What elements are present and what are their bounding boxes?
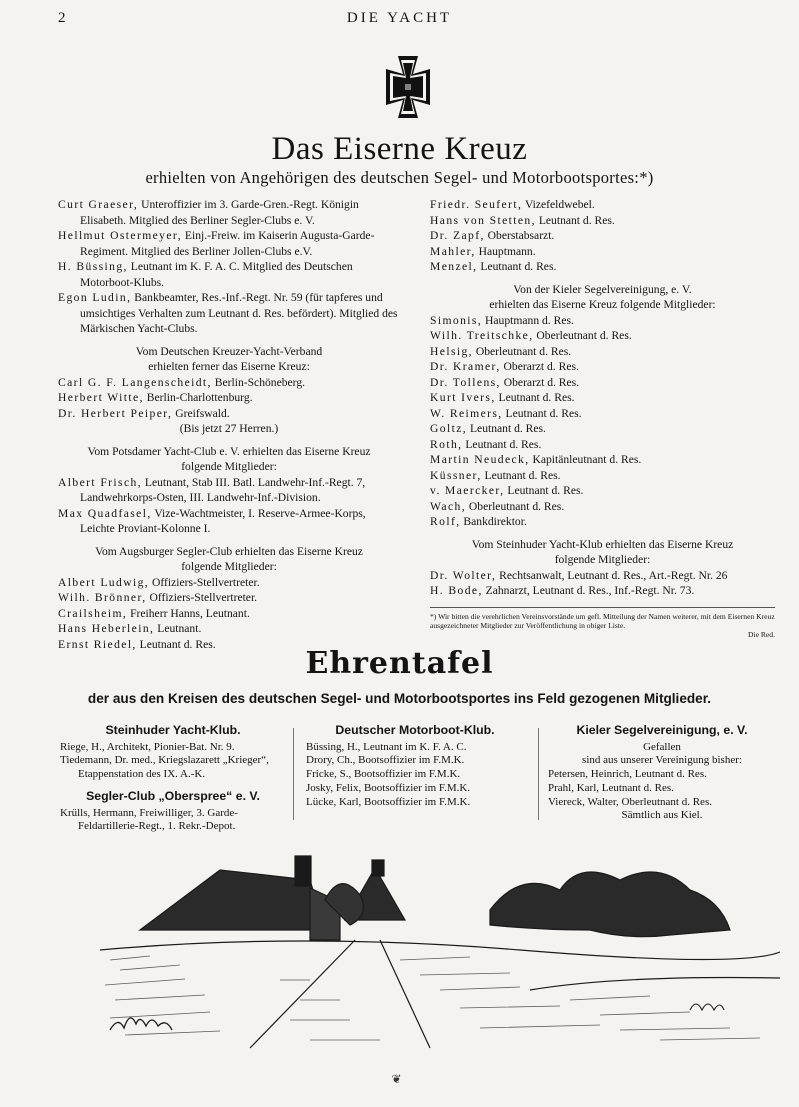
list-item: Martin Neudeck, Kapitänleutnant d. Res.: [430, 453, 642, 466]
list-item: Fricke, S., Bootsoffizier im F.M.K.: [306, 768, 461, 781]
section-intro: Vom Potsdamer Yacht-Club e. V. erhielten das Eiserne Kreuz: [87, 444, 371, 458]
list-item: Albert Frisch, Leutnant, Stab III. Batl. Landwehr-Inf.-Regt. 7, Landwehrkorps-Osten, III. Landwehr-Inf.-Division.: [58, 475, 366, 504]
ornament-divider: ❦: [391, 1072, 408, 1086]
list-item: Menzel, Leutnant d. Res.: [430, 260, 557, 273]
list-item: Ernst Riedel, Leutnant d. Res.: [58, 637, 216, 651]
count-note: (Bis jetzt 27 Herren.): [179, 422, 279, 435]
list-item: Dr. Kramer, Oberarzt d. Res.: [430, 360, 579, 373]
list-item: Josky, Felix, Bootsoffizier im F.M.K.: [306, 781, 471, 794]
section-intro: erhielten das Eiserne Kreuz folgende Mitglieder:: [489, 298, 716, 311]
landscape-illustration: [100, 840, 780, 1050]
list-item: Wach, Oberleutnant d. Res.: [430, 499, 565, 513]
section-intro: folgende Mitglieder:: [181, 460, 277, 473]
list-item: Wilh. Treitschke, Oberleutnant d. Res.: [430, 329, 632, 342]
column-divider: [293, 728, 294, 820]
club-heading: Kieler Segelvereinigung, e. V.: [576, 723, 748, 737]
list-item: Petersen, Heinrich, Leutnant d. Res.: [548, 768, 707, 781]
journal-title: DIE YACHT: [346, 10, 453, 26]
list-item: Hellmut Ostermeyer, Einj.-Freiw. im Kaiserin Augusta-Garde-Regiment. Mitglied des Berliner Jollen-Clubs e.V.: [58, 229, 375, 258]
list-item: W. Reimers, Leutnant d. Res.: [430, 406, 582, 420]
section-intro: folgende Mitglieder:: [554, 553, 651, 566]
list-item: Büssing, H., Leutnant im K. F. A. C.: [306, 740, 467, 753]
ehrentafel-subheading: der aus den Kreisen des deutschen Segel- und Motorbootsportes ins Feld gezogenen Mitglieder.: [87, 691, 712, 706]
list-item: Helsig, Oberleutnant d. Res.: [430, 344, 572, 358]
list-item: Roth, Leutnant d. Res.: [430, 437, 542, 451]
list-item: Tiedemann, Dr. med., Kriegslazarett „Krieger“, Etappenstation des IX. A.-K.: [60, 754, 269, 781]
list-item: Hans von Stetten, Leutnant d. Res.: [430, 213, 615, 227]
footnote-signature: Die Red.: [748, 629, 775, 639]
iron-cross-icon: [384, 54, 432, 120]
list-item: Herbert Witte, Berlin-Charlottenburg.: [58, 391, 253, 404]
footnote-text: *) Wir bitten die verehrlichen Vereinsvorstände um gefl. Mitteilung der Namen weiterer, mit dem Eisernen Kreuz ausgezeichneter Mitglieder zur Veröffentlichung in obiger Liste.: [430, 611, 775, 630]
list-item: Curt Graeser, Unteroffizier im 3. Garde-Gren.-Regt. Königin Elisabeth. Mitglied des Berliner Segler-Clubs e. V.: [58, 198, 359, 227]
section-intro: Vom Deutschen Kreuzer-Yacht-Verband: [135, 344, 323, 358]
list-item: Wilh. Brönner, Offiziers-Stellvertreter.: [58, 591, 258, 604]
club-heading: Deutscher Motorboot-Klub.: [335, 723, 495, 737]
list-item: Prahl, Karl, Leutnant d. Res.: [548, 781, 674, 794]
list-item: Hans Heberlein, Leutnant.: [58, 622, 202, 635]
list-item: Lücke, Karl, Bootsoffizier im F.M.K.: [306, 795, 471, 808]
column-divider: [538, 728, 539, 820]
list-item: H. Bode, Zahnarzt, Leutnant d. Res., Inf.-Regt. Nr. 73.: [430, 584, 695, 597]
list-item: Drory, Ch., Bootsoffizier im F.M.K.: [306, 754, 465, 767]
list-item: Dr. Wolter, Rechtsanwalt, Leutnant d. Res., Art.-Regt. Nr. 26: [430, 568, 728, 582]
list-item: Viereck, Walter, Oberleutnant d. Res.: [548, 795, 712, 808]
list-item: Carl G. F. Langenscheidt, Berlin-Schöneberg.: [58, 375, 306, 389]
list-item: Küssner, Leutnant d. Res.: [430, 468, 561, 482]
list-item: Max Quadfasel, Vize-Wachtmeister, I. Reserve-Armee-Korps, Leichte Proviant-Kolonne I.: [58, 506, 366, 535]
right-column: [430, 197, 775, 639]
list-item: H. Büssing, Leutnant im K. F. A. C. Mitglied des Deutschen Motorboot-Klubs.: [58, 260, 353, 289]
ehrentafel-column-3: [548, 724, 776, 823]
section-intro: Vom Augsburger Segler-Club erhielten das Eiserne Kreuz: [95, 544, 363, 558]
list-item: Egon Ludin, Bankbeamter, Res.-Inf.-Regt. Nr. 59 (für tapferes und umsichtiges Verhalten zum Leutnant d. Res. befördert). Mitglied des Märkischen Yacht-Clubs.: [58, 291, 398, 335]
list-item: Rolf, Bankdirektor.: [430, 515, 527, 528]
section-intro: folgende Mitglieder:: [181, 560, 277, 573]
section-intro: erhielten ferner das Eiserne Kreuz:: [148, 360, 310, 373]
ehrentafel-column-2: [306, 724, 524, 809]
footnote: [430, 607, 775, 639]
list-item: Dr. Tollens, Oberarzt d. Res.: [430, 375, 580, 389]
list-item: Simonis, Hauptmann d. Res.: [430, 313, 574, 327]
main-heading: Das Eiserne Kreuz: [271, 131, 528, 167]
list-item: Crailsheim, Freiherr Hanns, Leutnant.: [58, 606, 250, 620]
section-intro: Gefallen: [643, 740, 681, 753]
list-item: Krülls, Hermann, Freiwilliger, 3. Garde-Feldartillerie-Regt., 1. Rekr.-Depot.: [60, 806, 238, 833]
list-item: Albert Ludwig, Offiziers-Stellvertreter.: [58, 575, 260, 589]
list-item: Friedr. Seufert, Vizefeldwebel.: [430, 198, 595, 211]
club-heading: Steinhuder Yacht-Klub.: [105, 723, 241, 737]
ehrentafel-column-1: [60, 724, 286, 834]
subheading: erhielten von Angehörigen des deutschen Segel- und Motorbootsportes:*): [145, 168, 654, 187]
ehrentafel-heading: Ehrentafel: [305, 646, 494, 681]
list-item: Kurt Ivers, Leutnant d. Res.: [430, 391, 575, 404]
list-item: v. Maercker, Leutnant d. Res.: [430, 484, 584, 497]
closing-line: Sämtlich aus Kiel.: [621, 809, 703, 822]
section-intro: Vom Steinhuder Yacht-Klub erhielten das Eiserne Kreuz: [471, 537, 734, 551]
club-heading: Segler-Club „Oberspree“ e. V.: [86, 788, 260, 803]
section-intro: Von der Kieler Segelvereinigung, e. V.: [513, 282, 692, 296]
page-number: 2: [58, 10, 66, 26]
page-header: [0, 10, 799, 32]
list-item: Mahler, Hauptmann.: [430, 244, 536, 258]
list-item: Dr. Herbert Peiper, Greifswald.: [58, 406, 230, 420]
list-item: Dr. Zapf, Oberstabsarzt.: [430, 229, 555, 242]
section-intro: sind aus unserer Vereinigung bisher:: [582, 754, 742, 767]
list-item: Goltz, Leutnant d. Res.: [430, 422, 546, 435]
left-column: [58, 197, 400, 652]
list-item: Riege, H., Architekt, Pionier-Bat. Nr. 9.: [60, 740, 235, 753]
